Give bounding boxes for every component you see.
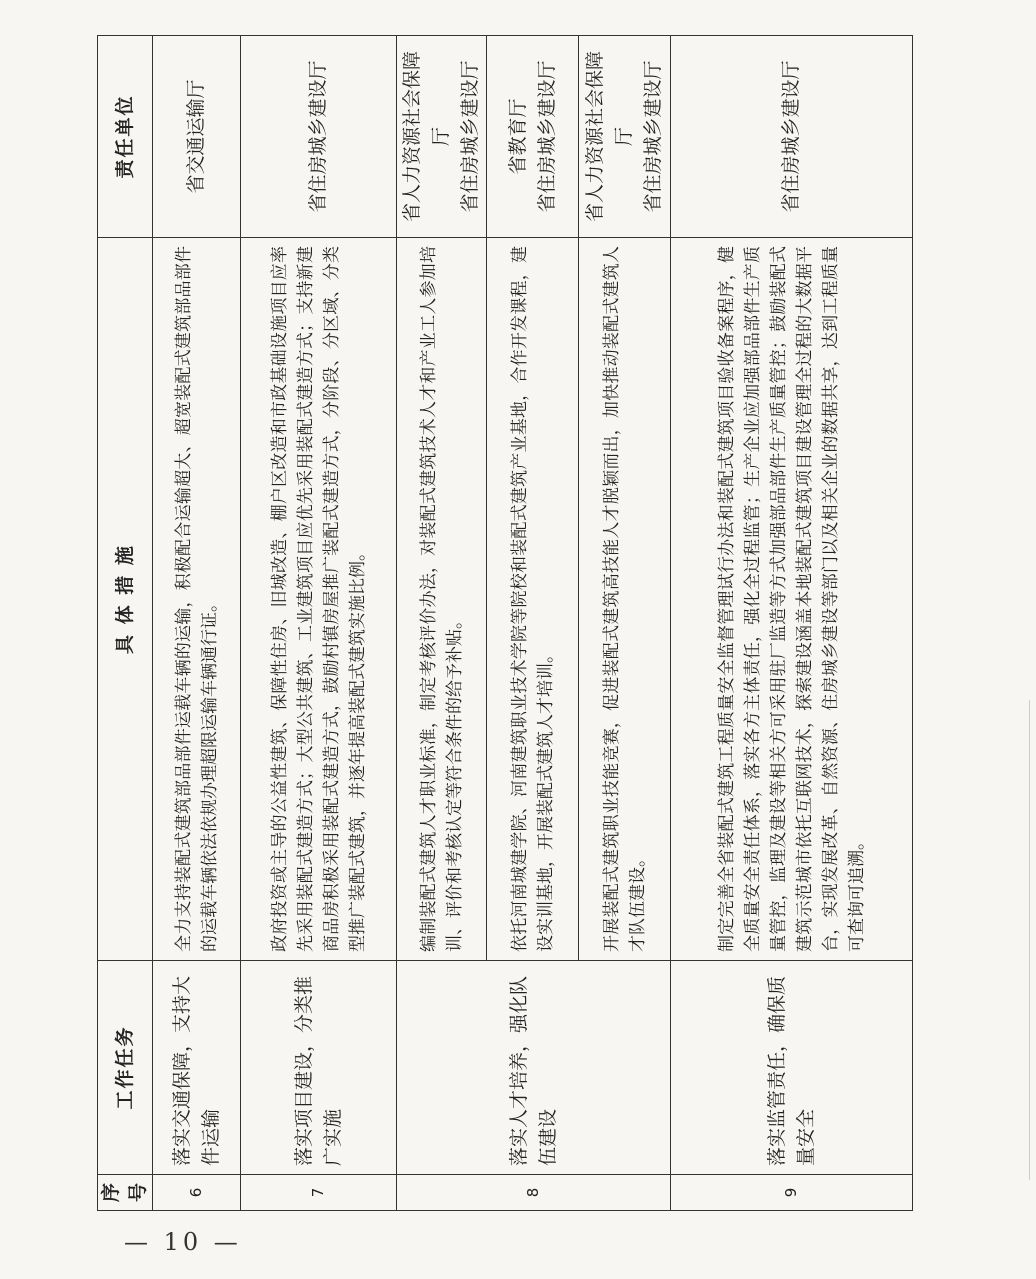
unit-cell	[579, 36, 671, 238]
unit-name: 省交通运输厅	[185, 79, 207, 194]
table-row	[397, 36, 487, 1211]
measure-cell: 编制装配式建筑人才职业标准，制定考核评价办法，对装配式建筑技术人才和产业工人参加培训、评价和考核认定等符合条件的给予补贴。	[397, 238, 487, 961]
row-number: 9	[671, 1175, 913, 1211]
header-task: 工作任务	[98, 961, 153, 1175]
measure-cell: 制定完善全省装配式建筑工程质量安全监督管理试行办法和装配式建筑项目验收备案程序，健全质量安全责任体系，落实各方主体责任，强化全过程监管；生产企业应加强部品部件生产质量管控，监理及建设等相关方可采用驻厂监造等方式加强部品部件生产质量管控；鼓励装配式建筑示范城市依托互联网技术，探索建设涵盖本地装配式建筑项目建设管理全过程的大数据平台，实现发展改革、自然资源、住房城乡建设等部门以及相关企业的数据共享，达到工程质量可查询可追溯。	[671, 238, 913, 961]
unit-cell	[241, 36, 397, 238]
rotated-table-wrapper	[97, 36, 887, 1211]
table-header-row	[98, 36, 153, 1211]
task-cell: 落实人才培养，强化队伍建设	[397, 961, 671, 1175]
unit-cell	[671, 36, 913, 238]
unit-name: 省人力资源社会保障厅	[401, 51, 452, 223]
measures-table	[97, 35, 913, 1211]
row-number: 7	[241, 1175, 397, 1211]
header-unit: 责任单位	[98, 36, 153, 238]
row-number: 8	[397, 1175, 671, 1211]
row-number: 6	[153, 1175, 241, 1211]
measure-cell: 全力支持装配式建筑部品部件运载车辆的运输，积极配合运输超大、超宽装配式建筑部品部件的运载车辆依法依规办理超限运输车辆通行证。	[153, 238, 241, 961]
table-row	[241, 36, 397, 1211]
measure-cell: 开展装配式建筑职业技能竞赛，促进装配式建筑高技能人才脱颖而出，加快推动装配式建筑人才队伍建设。	[579, 238, 671, 961]
table-row	[153, 36, 241, 1211]
unit-name: 省住房城乡建设厅	[535, 60, 558, 213]
task-cell: 落实项目建设，分类推广实施	[241, 961, 397, 1175]
unit-name: 省住房城乡建设厅	[307, 60, 329, 213]
table-row	[671, 36, 913, 1211]
measure-cell: 依托河南城建学院、河南建筑职业技术学院等院校和装配式建筑产业基地，合作开发课程，建设实训基地，开展装配式建筑人才培训。	[487, 238, 579, 961]
unit-name: 省住房城乡建设厅	[459, 60, 481, 213]
task-cell: 落实监管责任，确保质量安全	[671, 961, 913, 1175]
unit-name: 省住房城乡建设厅	[642, 60, 664, 213]
header-no: 序号	[98, 1175, 153, 1211]
task-cell: 落实交通保障，支持大件运输	[153, 961, 241, 1175]
page-number: — 10 —	[124, 1228, 242, 1256]
unit-cell	[397, 36, 487, 238]
unit-name: 省住房城乡建设厅	[780, 60, 802, 213]
unit-cell	[153, 36, 241, 238]
header-measures: 具 体 措 施	[98, 238, 153, 961]
unit-cell	[487, 36, 579, 238]
page-edge-divider	[1029, 700, 1030, 1180]
measure-cell: 政府投资或主导的公益性建筑、保障性住房、旧城改造、棚户区改造和市政基础设施项目应率先采用装配式建造方式；大型公共建筑、工业建筑项目应优先采用装配式建造方式；支持新建商品房积极采用装配式建造方式，鼓励村镇房屋推广装配式建造方式，分阶段、分区域、分类型推广装配式建筑，并逐年提高装配式建筑实施比例。	[241, 238, 397, 961]
unit-name: 省人力资源社会保障厅	[584, 51, 635, 223]
unit-name: 省教育厅	[506, 98, 529, 175]
